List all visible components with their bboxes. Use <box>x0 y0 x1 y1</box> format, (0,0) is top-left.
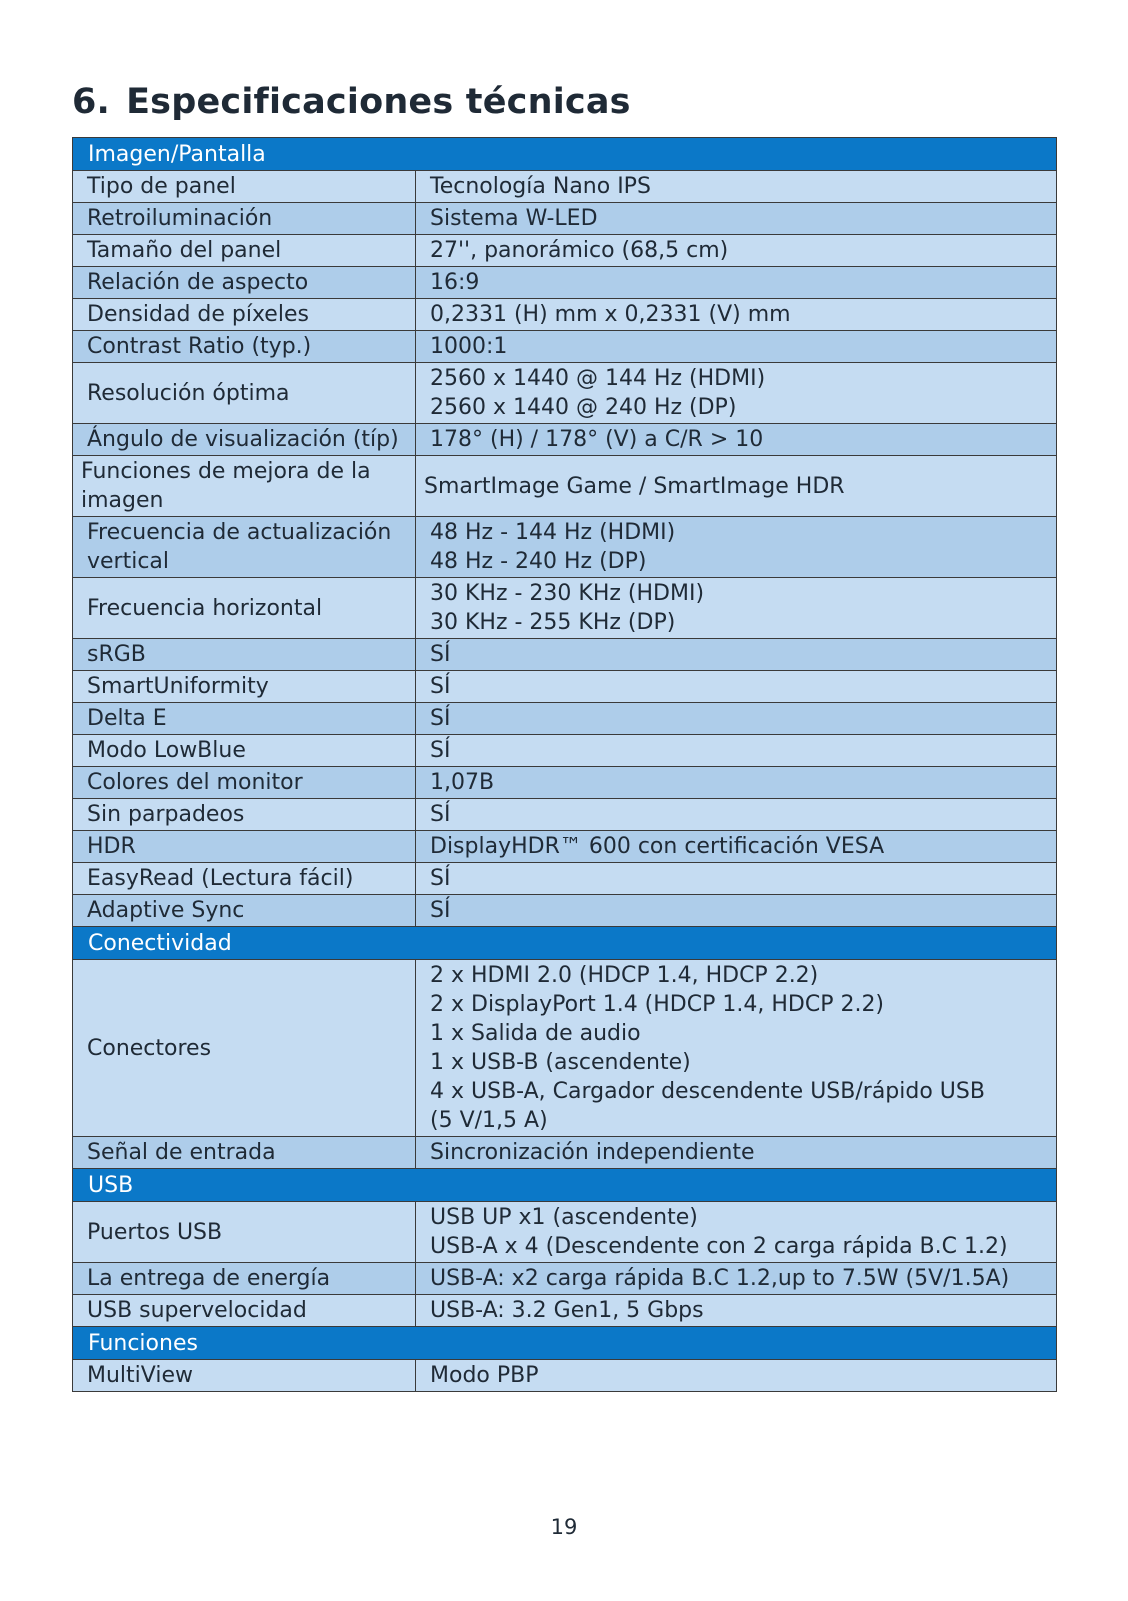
spec-value-line: 1 x Salida de audio <box>430 1021 641 1046</box>
spec-label: HDR <box>73 831 416 863</box>
spec-value <box>416 960 1057 1137</box>
spec-row <box>73 456 1057 517</box>
spec-row <box>73 703 1057 735</box>
spec-value <box>416 456 1057 517</box>
spec-row <box>73 363 1057 424</box>
spec-row <box>73 1137 1057 1169</box>
spec-label: sRGB <box>73 639 416 671</box>
spec-value-line: 30 KHz - 255 KHz (DP) <box>430 610 676 635</box>
spec-row <box>73 424 1057 456</box>
section-number: 6. <box>72 82 111 122</box>
spec-label: Señal de entrada <box>73 1137 416 1169</box>
spec-row <box>73 203 1057 235</box>
spec-value <box>416 1295 1057 1327</box>
spec-row <box>73 960 1057 1137</box>
spec-value-line: (5 V/1,5 A) <box>430 1108 548 1133</box>
spec-label: Frecuencia horizontal <box>73 578 416 639</box>
spec-value-line: SÍ <box>430 642 451 667</box>
spec-label: Tipo de panel <box>73 171 416 203</box>
spec-label: Densidad de píxeles <box>73 299 416 331</box>
spec-value <box>416 1360 1057 1392</box>
spec-label: Funciones de mejora de la imagen <box>73 456 416 517</box>
page-number: 19 <box>550 1515 578 1539</box>
spec-value <box>416 703 1057 735</box>
section-title: Funciones <box>73 1327 1057 1360</box>
spec-label: Colores del monitor <box>73 767 416 799</box>
page-title <box>72 82 631 122</box>
spec-row <box>73 831 1057 863</box>
spec-row <box>73 863 1057 895</box>
spec-row <box>73 267 1057 299</box>
spec-label: Retroiluminación <box>73 203 416 235</box>
spec-row <box>73 1202 1057 1263</box>
spec-label: Relación de aspecto <box>73 267 416 299</box>
spec-value-line: 1000:1 <box>430 334 508 359</box>
spec-value-line: 2560 x 1440 @ 144 Hz (HDMI) <box>430 366 766 391</box>
spec-value-line: 0,2331 (H) mm x 0,2331 (V) mm <box>430 302 791 327</box>
spec-label: Frecuencia de actualización vertical <box>73 517 416 578</box>
section-header-conectividad <box>73 927 1057 960</box>
spec-value-line: SÍ <box>430 706 451 731</box>
spec-row <box>73 1360 1057 1392</box>
spec-value-line: Sistema W-LED <box>430 206 598 231</box>
spec-value <box>416 203 1057 235</box>
spec-value-line: SÍ <box>430 738 451 763</box>
spec-value-line: USB-A: x2 carga rápida B.C 1.2,up to 7.5W (5V/1.5A) <box>430 1266 1010 1291</box>
spec-value-line: 1,07B <box>430 770 495 795</box>
spec-value-line: USB-A x 4 (Descendente con 2 carga rápida B.C 1.2) <box>430 1234 1008 1259</box>
spec-label: USB supervelocidad <box>73 1295 416 1327</box>
spec-value <box>416 171 1057 203</box>
spec-row <box>73 578 1057 639</box>
spec-label: Puertos USB <box>73 1202 416 1263</box>
spec-value <box>416 424 1057 456</box>
spec-value-line: 2560 x 1440 @ 240 Hz (DP) <box>430 395 737 420</box>
spec-label: MultiView <box>73 1360 416 1392</box>
spec-value-line: 16:9 <box>430 270 480 295</box>
spec-value-line: 2 x DisplayPort 1.4 (HDCP 1.4, HDCP 2.2) <box>430 992 885 1017</box>
spec-value <box>416 1263 1057 1295</box>
spec-row <box>73 639 1057 671</box>
spec-label: Delta E <box>73 703 416 735</box>
spec-label: SmartUniformity <box>73 671 416 703</box>
spec-value <box>416 235 1057 267</box>
spec-value-line: Sincronización independiente <box>430 1140 755 1165</box>
spec-value-line: 4 x USB-A, Cargador descendente USB/rápido USB <box>430 1079 985 1104</box>
spec-value-line: 48 Hz - 240 Hz (DP) <box>430 549 647 574</box>
section-header-imagen <box>73 138 1057 171</box>
spec-row <box>73 1263 1057 1295</box>
spec-value-line: DisplayHDR™ 600 con certificación VESA <box>430 834 885 859</box>
spec-value-line: SÍ <box>430 674 451 699</box>
spec-value <box>416 831 1057 863</box>
spec-row <box>73 171 1057 203</box>
spec-value <box>416 578 1057 639</box>
section-title: Conectividad <box>73 927 1057 960</box>
spec-value-line: 27'', panorámico (68,5 cm) <box>430 238 729 263</box>
spec-label: Sin parpadeos <box>73 799 416 831</box>
title-text: Especificaciones técnicas <box>126 82 631 122</box>
spec-value <box>416 363 1057 424</box>
spec-row <box>73 767 1057 799</box>
spec-label: EasyRead (Lectura fácil) <box>73 863 416 895</box>
spec-value-line: SÍ <box>430 898 451 923</box>
section-header-funciones <box>73 1327 1057 1360</box>
spec-row <box>73 735 1057 767</box>
spec-label: La entrega de energía <box>73 1263 416 1295</box>
spec-label: Tamaño del panel <box>73 235 416 267</box>
spec-value-line: 178° (H) / 178° (V) a C/R > 10 <box>430 427 764 452</box>
spec-value-line: Modo PBP <box>430 1363 539 1388</box>
spec-value <box>416 639 1057 671</box>
spec-value-line: USB-A: 3.2 Gen1, 5 Gbps <box>430 1298 704 1323</box>
spec-value <box>416 799 1057 831</box>
spec-label: Ángulo de visualización (típ) <box>73 424 416 456</box>
spec-label: Modo LowBlue <box>73 735 416 767</box>
section-title: USB <box>73 1169 1057 1202</box>
spec-value <box>416 1202 1057 1263</box>
spec-value <box>416 267 1057 299</box>
spec-value <box>416 895 1057 927</box>
spec-value-line: 1 x USB-B (ascendente) <box>430 1050 691 1075</box>
spec-value-line: 2 x HDMI 2.0 (HDCP 1.4, HDCP 2.2) <box>430 963 819 988</box>
spec-value <box>416 863 1057 895</box>
specifications-table <box>72 137 1057 1392</box>
spec-value-line: SmartImage Game / SmartImage HDR <box>424 473 845 499</box>
section-title: Imagen/Pantalla <box>73 138 1057 171</box>
spec-row <box>73 671 1057 703</box>
spec-label: Resolución óptima <box>73 363 416 424</box>
section-header-usb <box>73 1169 1057 1202</box>
spec-value <box>416 735 1057 767</box>
spec-label: Contrast Ratio (typ.) <box>73 331 416 363</box>
spec-value-line: 30 KHz - 230 KHz (HDMI) <box>430 581 705 606</box>
spec-value-line: 48 Hz - 144 Hz (HDMI) <box>430 520 676 545</box>
spec-value-line: USB UP x1 (ascendente) <box>430 1205 698 1230</box>
spec-value-line: Tecnología Nano IPS <box>430 174 651 199</box>
spec-row <box>73 1295 1057 1327</box>
spec-label: Conectores <box>73 960 416 1137</box>
spec-value-line: SÍ <box>430 802 451 827</box>
spec-label: Adaptive Sync <box>73 895 416 927</box>
spec-value-line: SÍ <box>430 866 451 891</box>
spec-row <box>73 895 1057 927</box>
spec-value <box>416 671 1057 703</box>
spec-row <box>73 331 1057 363</box>
spec-value <box>416 299 1057 331</box>
spec-value <box>416 517 1057 578</box>
spec-value <box>416 767 1057 799</box>
spec-row <box>73 235 1057 267</box>
spec-row <box>73 799 1057 831</box>
spec-row <box>73 299 1057 331</box>
spec-value <box>416 331 1057 363</box>
spec-value <box>416 1137 1057 1169</box>
spec-row <box>73 517 1057 578</box>
